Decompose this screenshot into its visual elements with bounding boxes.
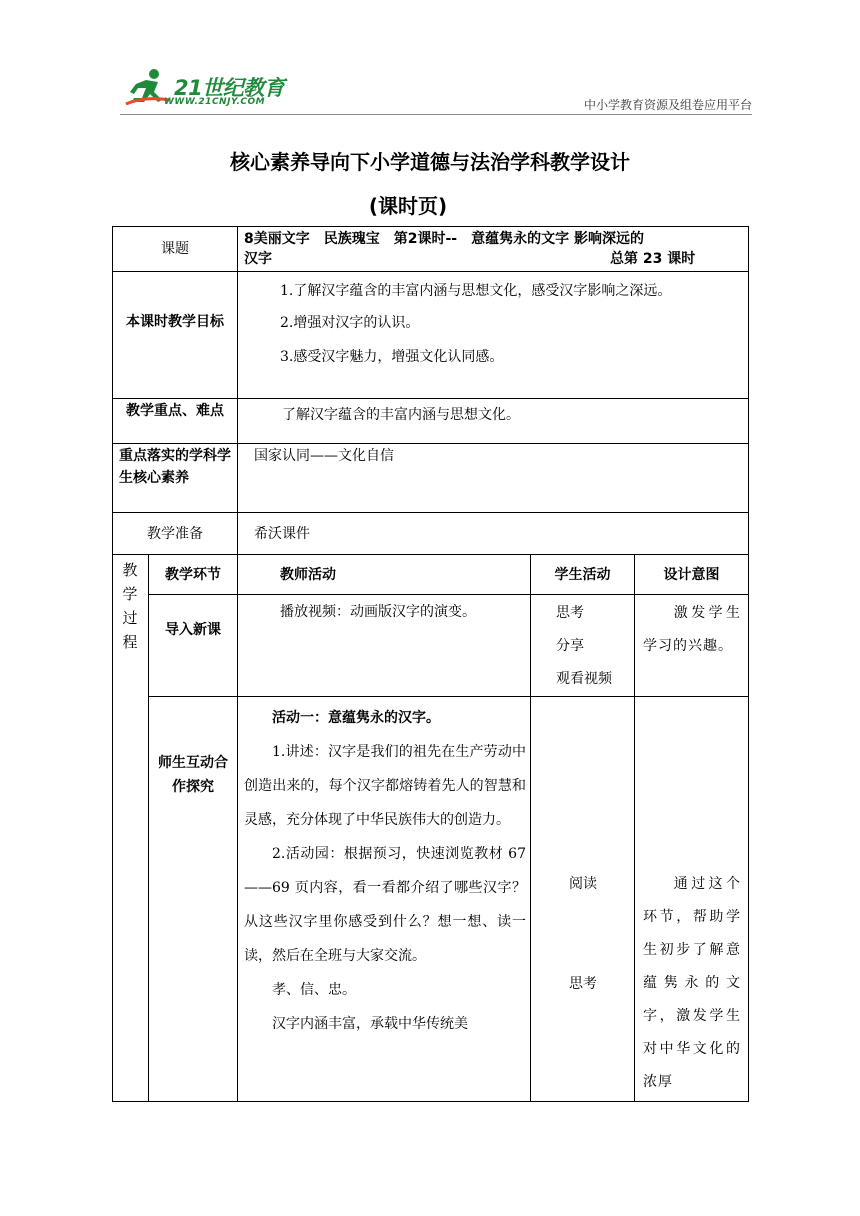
header-teacher: 教师活动 (280, 567, 336, 583)
intro-teacher: 播放视频：动画版汉字的演变。 (280, 604, 476, 620)
platform-text: 中小学教育资源及组卷应用平台 (583, 98, 752, 112)
explore-student-1: 阅读 (569, 876, 597, 892)
goal-item-2: 2.增强对汉字的认识。 (280, 315, 420, 331)
topic-line2-row (244, 249, 744, 269)
explore-intent: 通过这个环节，帮助学生初步了解意蕴隽永的文字，激发学生对中华文化的浓厚 (643, 876, 741, 1090)
teacher-para-4: 汉字内涵丰富，承载中华传统美 (272, 1016, 468, 1032)
header-stage: 教学环节 (165, 567, 221, 583)
teacher-para-2: 2.活动园：根据预习，快速浏览教材 67——69 页内容，看一看都介绍了哪些汉字？从这些汉字里你感受到什么？想一想、读一读，然后在全班与大家交流。 (244, 846, 526, 964)
prep-label: 教学准备 (147, 526, 203, 542)
goals-list (246, 276, 742, 372)
keypoint-label: 教学重点、难点 (126, 403, 224, 419)
page-subtitle: (课时页) (368, 194, 448, 218)
header-student: 学生活动 (554, 567, 611, 583)
topic-line2: 汉字 (244, 251, 272, 267)
activity-title: 活动一：意蕴隽永的汉字。 (272, 710, 440, 726)
intro-student-1: 思考 (556, 605, 584, 621)
keypoint-value: 了解汉字蕴含的丰富内涵与思想文化。 (282, 407, 520, 423)
topic-label: 课题 (161, 241, 189, 257)
intro-stage: 导入新课 (165, 622, 221, 638)
intro-intent: 激发学生学习的兴趣。 (643, 605, 741, 654)
header-intent: 设计意图 (663, 567, 720, 583)
intro-student (556, 597, 634, 696)
logo-text: 21世纪教育 (174, 76, 285, 100)
teacher-para-1: 1.讲述：汉字是我们的祖先在生产劳动中创造出来的，每个汉字都熔铸着先人的智慧和灵感，充分体现了中华民族伟大的创造力。 (244, 744, 526, 828)
topic-line1: 8美丽文字 民族瑰宝 第2课时-- 意蕴隽永的文字 影响深远的 (244, 231, 644, 247)
logo-url: WWW.21CNJY.COM (164, 97, 266, 107)
goals-label: 本课时教学目标 (126, 314, 224, 330)
intro-student-3: 观看视频 (556, 671, 612, 687)
intro-student-2: 分享 (556, 638, 584, 654)
explore-student-2: 思考 (569, 976, 597, 992)
explore-stage: 师生互动合作探究 (158, 755, 228, 795)
page-title: 核心素养导向下小学道德与法治学科教学设计 (230, 150, 630, 174)
literacy-label: 重点落实的学科学生核心素养 (119, 448, 231, 486)
teacher-para-3: 孝、信、忠。 (272, 982, 356, 998)
goal-item-1: 1.了解汉字蕴含的丰富内涵与思想文化，感受汉字影响之深远。 (280, 283, 672, 299)
process-label: 教学过程 (122, 561, 138, 651)
prep-value: 希沃课件 (254, 526, 310, 542)
topic-value (244, 229, 744, 271)
explore-teacher (244, 701, 526, 1041)
goal-item-3: 3.感受汉字魅力，增强文化认同感。 (280, 349, 504, 365)
literacy-value: 国家认同——文化自信 (254, 448, 394, 464)
topic-total: 总第 23 课时 (610, 251, 696, 267)
